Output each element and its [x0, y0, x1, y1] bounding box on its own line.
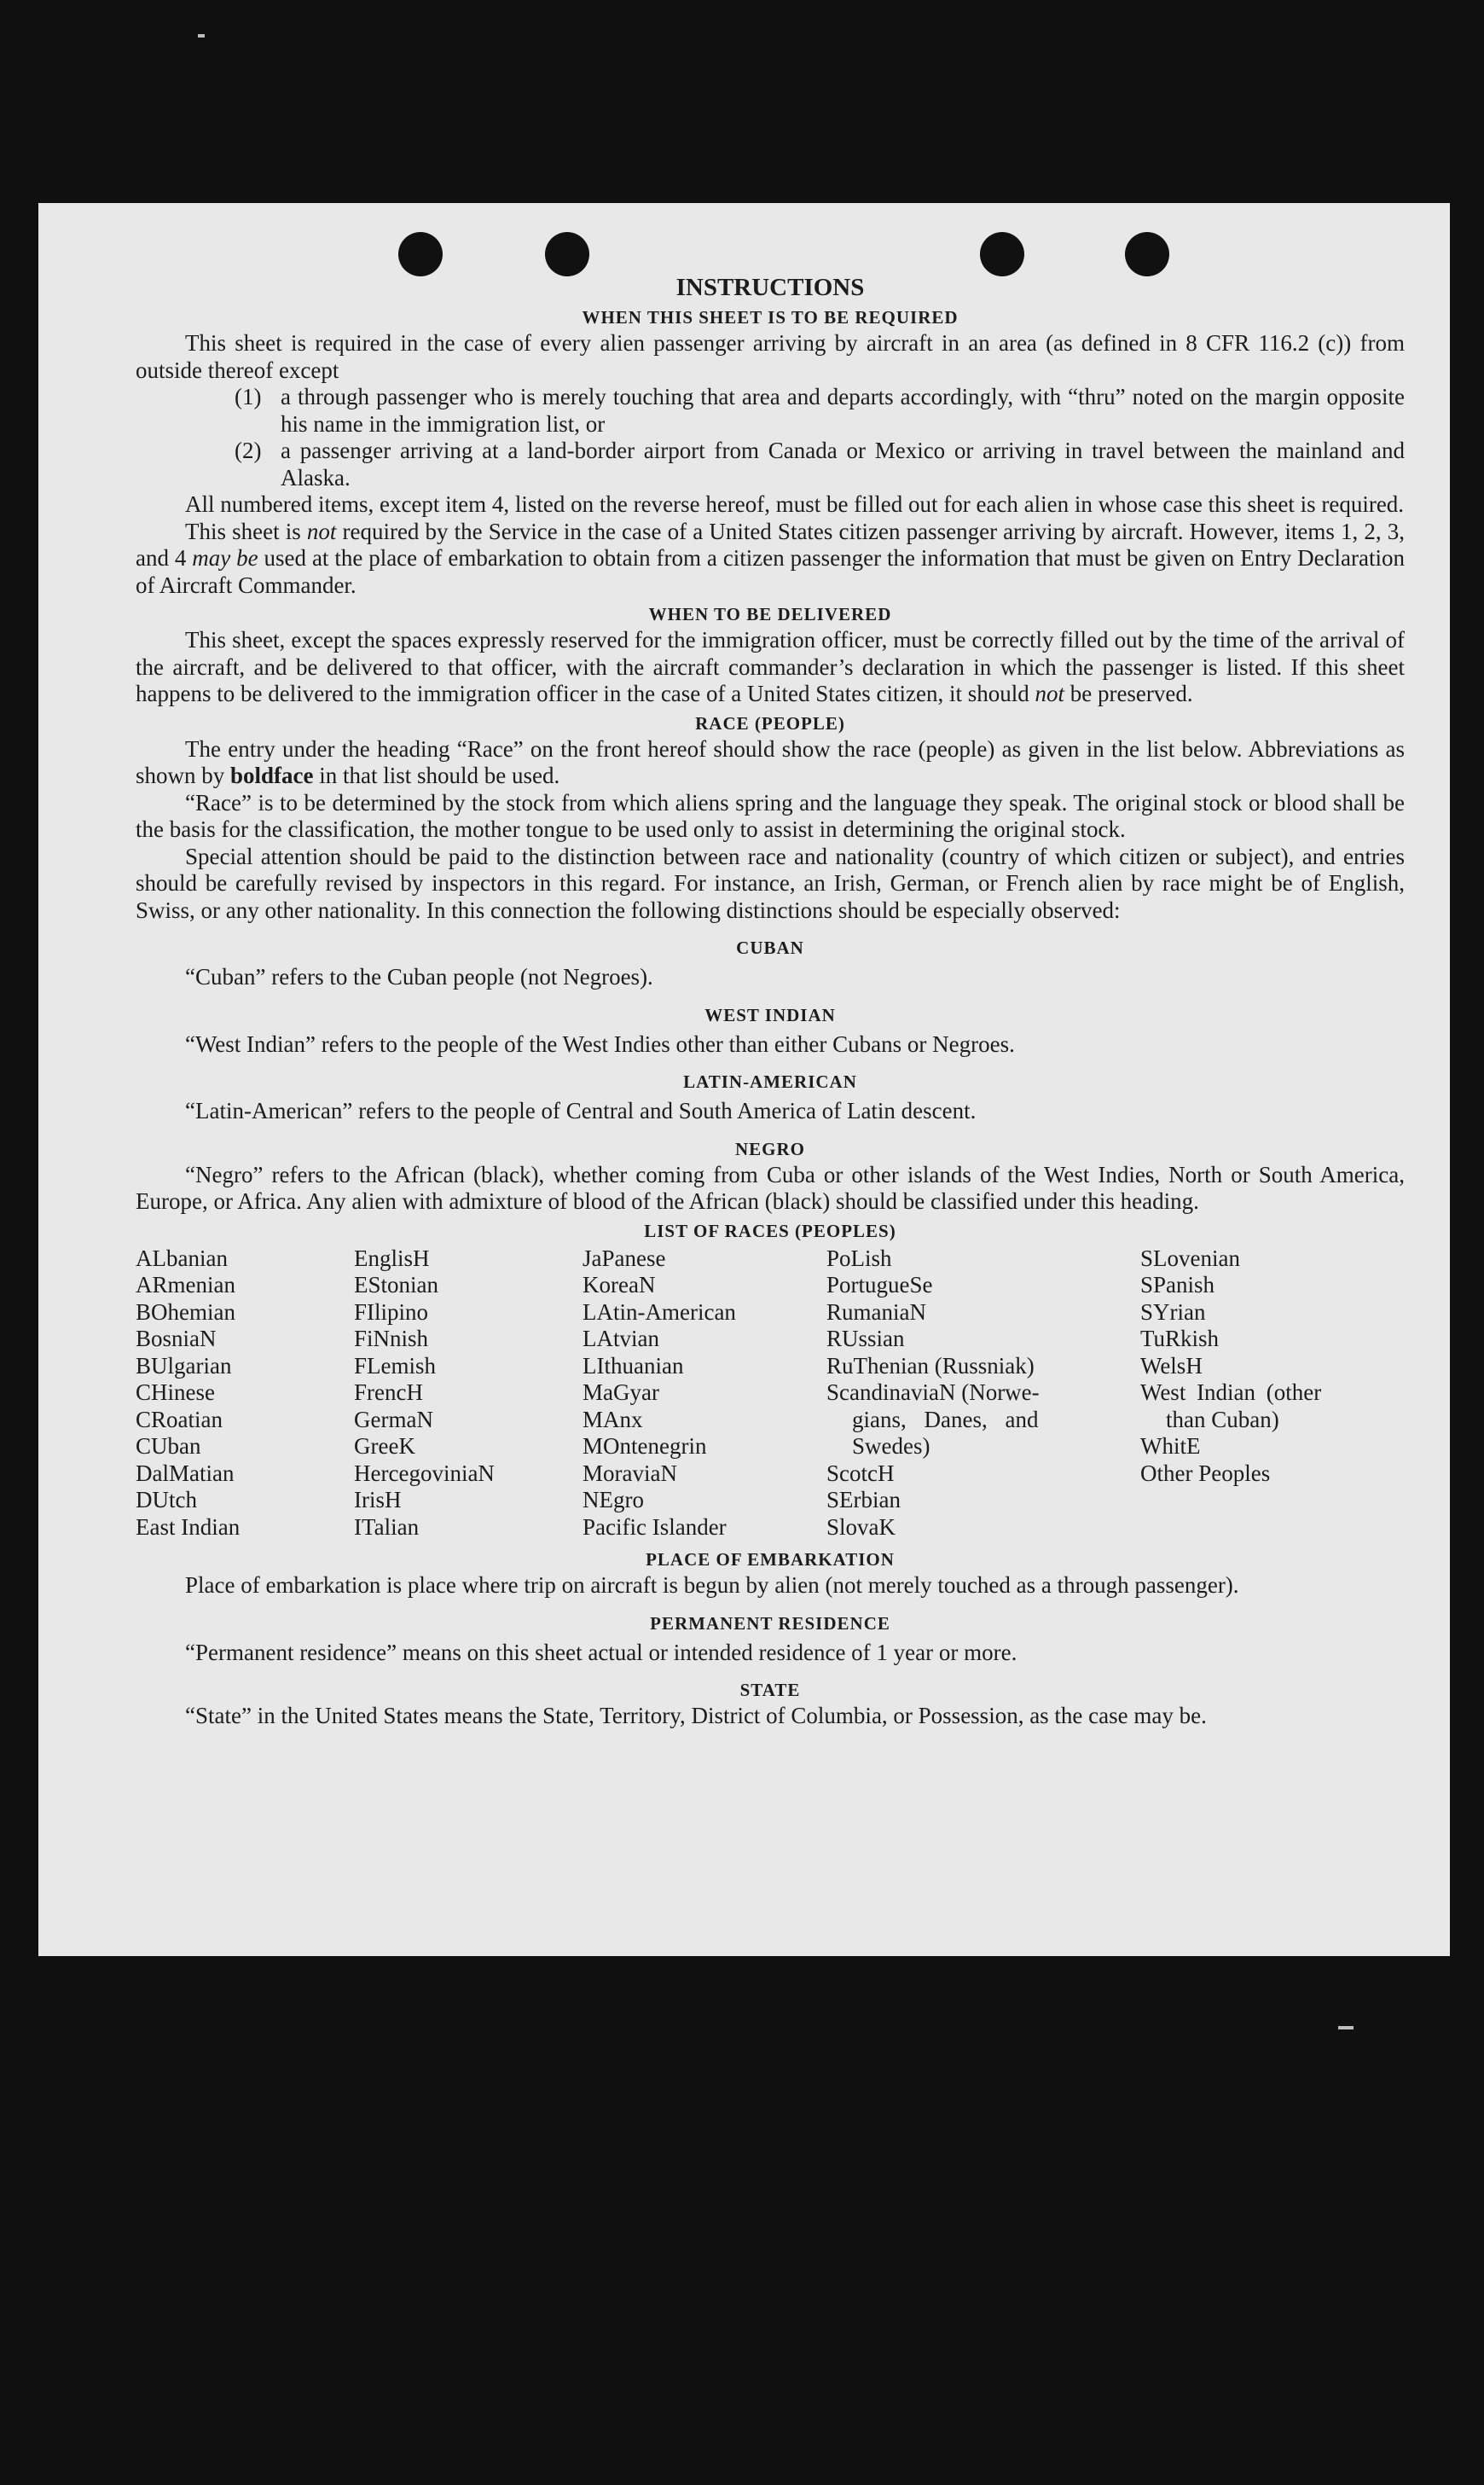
race-entry: RuThenian (Russniak) — [826, 1352, 1035, 1379]
race-entry: MoraviaN — [583, 1460, 677, 1486]
text-run: in that list should be used. — [313, 763, 560, 788]
item-number: (2) — [235, 438, 262, 463]
item-number: (1) — [235, 384, 262, 409]
race-entry: SLovenian — [1140, 1245, 1240, 1271]
race-entry: MAnx — [583, 1406, 643, 1432]
page-title: INSTRUCTIONS — [675, 274, 865, 301]
emphasis-text: not — [306, 518, 337, 544]
race-entry: LIthuanian — [583, 1352, 684, 1379]
scan-speck — [198, 34, 205, 38]
race-entry: HercegoviniaN — [354, 1460, 495, 1486]
punch-hole — [980, 232, 1024, 276]
list-item — [136, 384, 1405, 438]
text-run: This sheet is — [185, 518, 307, 544]
race-entry: FrencH — [354, 1379, 423, 1405]
race-entry: BOhemian — [136, 1298, 235, 1325]
race-entry: TuRkish — [1140, 1326, 1220, 1351]
race-entry: CHinese — [136, 1379, 215, 1405]
races-column — [1140, 1245, 1405, 1542]
heading-when-required: WHEN THIS SHEET IS TO BE REQUIRED — [582, 307, 959, 328]
race-entry: SPanish — [1140, 1272, 1215, 1298]
instruction-sheet — [38, 203, 1450, 1956]
paragraph: Place of embarkation is place where trip on aircraft is begun by alien (not merely touched as a through passenger). — [185, 1572, 1239, 1598]
race-entry: EStonian — [354, 1272, 438, 1298]
heading-west-indian: WEST INDIAN — [704, 1004, 836, 1025]
race-entry: GermaN — [354, 1406, 433, 1432]
race-entry: WelsH — [1140, 1352, 1203, 1379]
text-run: The entry under the heading “Race” on the front hereof should show the race (people) as given in the list below. Abbreviations as shown by — [136, 735, 1405, 788]
bold-text: boldface — [230, 763, 314, 788]
races-column — [583, 1245, 826, 1542]
races-list — [136, 1245, 1405, 1542]
race-entry: RUssian — [826, 1326, 905, 1351]
heading-permanent-residence: PERMANENT RESIDENCE — [650, 1612, 890, 1634]
heading-latin-american: LATIN-AMERICAN — [683, 1071, 857, 1092]
text-run: be preserved. — [1064, 681, 1193, 706]
paragraph: All numbered items, except item 4, listed on the reverse hereof, must be filled out for each alien in whose case this sheet is required. — [185, 491, 1405, 517]
paragraph: Special attention should be paid to the distinction between race and nationality (country of which citizen or subject), and entries should be carefully revised by inspectors in this regard. For instance, an Irish, German, or French alien by race might be of English, Swiss, or any other nationality. In this connection the following distinctions should be especially observed: — [136, 843, 1405, 923]
race-entry: IrisH — [354, 1487, 402, 1512]
text-run: This sheet, except the spaces expressly reserved for the immigration officer, must be correctly filled out by the time of the arrival of the aircraft, and be delivered to that officer, with the aircraft commander’s declaration in which the passenger is listed. If this sheet happens to be delivered to the immigration officer in the case of a United States citizen, it should — [136, 627, 1405, 706]
emphasis-text: not — [1035, 681, 1064, 706]
list-item — [136, 438, 1405, 491]
paragraph: “Race” is to be determined by the stock from which aliens spring and the language they speak. The original stock or blood shall be the basis for the classification, the mother tongue to be used only to assist in determining the original stock. — [136, 789, 1405, 842]
heading-embarkation: PLACE OF EMBARKATION — [646, 1549, 895, 1570]
race-entry: East Indian — [136, 1513, 241, 1540]
paragraph: “West Indian” refers to the people of the West Indies other than either Cubans or Negroes. — [185, 1031, 1015, 1057]
race-entry-continued: Swedes) — [852, 1433, 930, 1459]
race-entry-continued: gians, Danes, and — [852, 1406, 1039, 1432]
instructions-content — [136, 273, 1405, 1730]
paragraph: “State” in the United States means the State, Territory, District of Columbia, or Possession, as the case may be. — [185, 1703, 1207, 1728]
paragraph — [136, 627, 1405, 708]
race-entry: CRoatian — [136, 1406, 223, 1432]
race-entry: JaPanese — [583, 1245, 666, 1271]
paragraph: “Cuban” refers to the Cuban people (not Negroes). — [185, 964, 653, 990]
race-entry: BosniaN — [136, 1326, 217, 1351]
race-entry: PortugueSe — [826, 1272, 933, 1298]
paragraph — [136, 519, 1405, 600]
race-entry: SYrian — [1140, 1298, 1206, 1325]
race-entry: ScandinaviaN (Norwe- — [826, 1379, 1040, 1405]
race-entry: RumaniaN — [826, 1298, 926, 1325]
races-column — [354, 1245, 583, 1542]
heading-state: STATE — [739, 1680, 801, 1700]
race-entry: ARmenian — [136, 1272, 235, 1298]
race-entry: NEgro — [583, 1487, 644, 1512]
race-entry: ALbanian — [136, 1245, 228, 1271]
race-entry: DUtch — [136, 1487, 197, 1512]
race-entry: ITalian — [354, 1513, 420, 1540]
punch-hole — [398, 232, 443, 276]
race-entry: LAtin-American — [583, 1298, 736, 1325]
race-entry: DalMatian — [136, 1460, 235, 1486]
race-entry: SlovaK — [826, 1513, 896, 1540]
paragraph — [136, 736, 1405, 790]
race-entry: PoLish — [826, 1245, 892, 1271]
text-run: used at the place of embarkation to obtain from a citizen passenger the information that must be given on Entry Declaration of Aircraft Commander. — [136, 545, 1406, 598]
race-entry-continued: than Cuban) — [1166, 1406, 1279, 1432]
race-entry: LAtvian — [583, 1326, 659, 1351]
race-entry: EnglisH — [354, 1245, 430, 1271]
race-entry: BUlgarian — [136, 1352, 232, 1379]
race-entry: SErbian — [826, 1487, 901, 1512]
race-entry: ScotcH — [826, 1460, 895, 1486]
paragraph: “Latin-American” refers to the people of Central and South America of Latin descent. — [185, 1098, 977, 1123]
race-entry: FIlipino — [354, 1298, 429, 1325]
race-entry: FiNnish — [354, 1326, 429, 1351]
paragraph: “Negro” refers to the African (black), whether coming from Cuba or other islands of the West Indies, North or South America, Europe, or Africa. Any alien with admixture of blood of the African (black) should be classified under this heading. — [136, 1161, 1405, 1214]
race-entry: West Indian (other — [1140, 1379, 1322, 1405]
race-entry: MaGyar — [583, 1379, 659, 1405]
item-text: a passenger arriving at a land-border airport from Canada or Mexico or arriving in travel between the mainland and Alaska. — [281, 438, 1405, 491]
race-entry: GreeK — [354, 1433, 415, 1459]
races-column — [826, 1245, 1140, 1542]
punch-hole — [545, 232, 589, 276]
race-entry: MOntenegrin — [583, 1433, 707, 1459]
heading-when-delivered: WHEN TO BE DELIVERED — [648, 604, 892, 624]
emphasis-text: may be — [192, 545, 258, 571]
races-column — [136, 1245, 354, 1542]
scan-speck — [1338, 2026, 1354, 2029]
text-run: required by the Service in the case of a United States citizen passenger arriving by aircraft. However, items 1, 2, 3, and 4 — [136, 518, 1405, 571]
paragraph: This sheet is required in the case of every alien passenger arriving by aircraft in an area (as defined in 8 CFR 116.2 (c)) from outside thereof except — [136, 330, 1405, 383]
race-entry: KoreaN — [583, 1272, 656, 1298]
paragraph: “Permanent residence” means on this sheet actual or intended residence of 1 year or more. — [185, 1639, 1017, 1665]
item-text: a through passenger who is merely touching that area and departs accordingly, with “thru” noted on the margin opposite his name in the immigration list, or — [281, 384, 1405, 437]
punch-hole — [1125, 232, 1169, 276]
race-entry: Other Peoples — [1140, 1460, 1271, 1486]
heading-cuban: CUBAN — [736, 938, 804, 958]
race-entry: Pacific Islander — [583, 1513, 727, 1540]
race-entry: CUban — [136, 1433, 201, 1459]
race-entry: WhitE — [1140, 1433, 1201, 1459]
heading-race: RACE (PEOPLE) — [695, 712, 845, 734]
heading-list-of-races: LIST OF RACES (PEOPLES) — [644, 1220, 896, 1241]
race-entry: FLemish — [354, 1352, 437, 1379]
heading-negro: NEGRO — [734, 1138, 805, 1159]
